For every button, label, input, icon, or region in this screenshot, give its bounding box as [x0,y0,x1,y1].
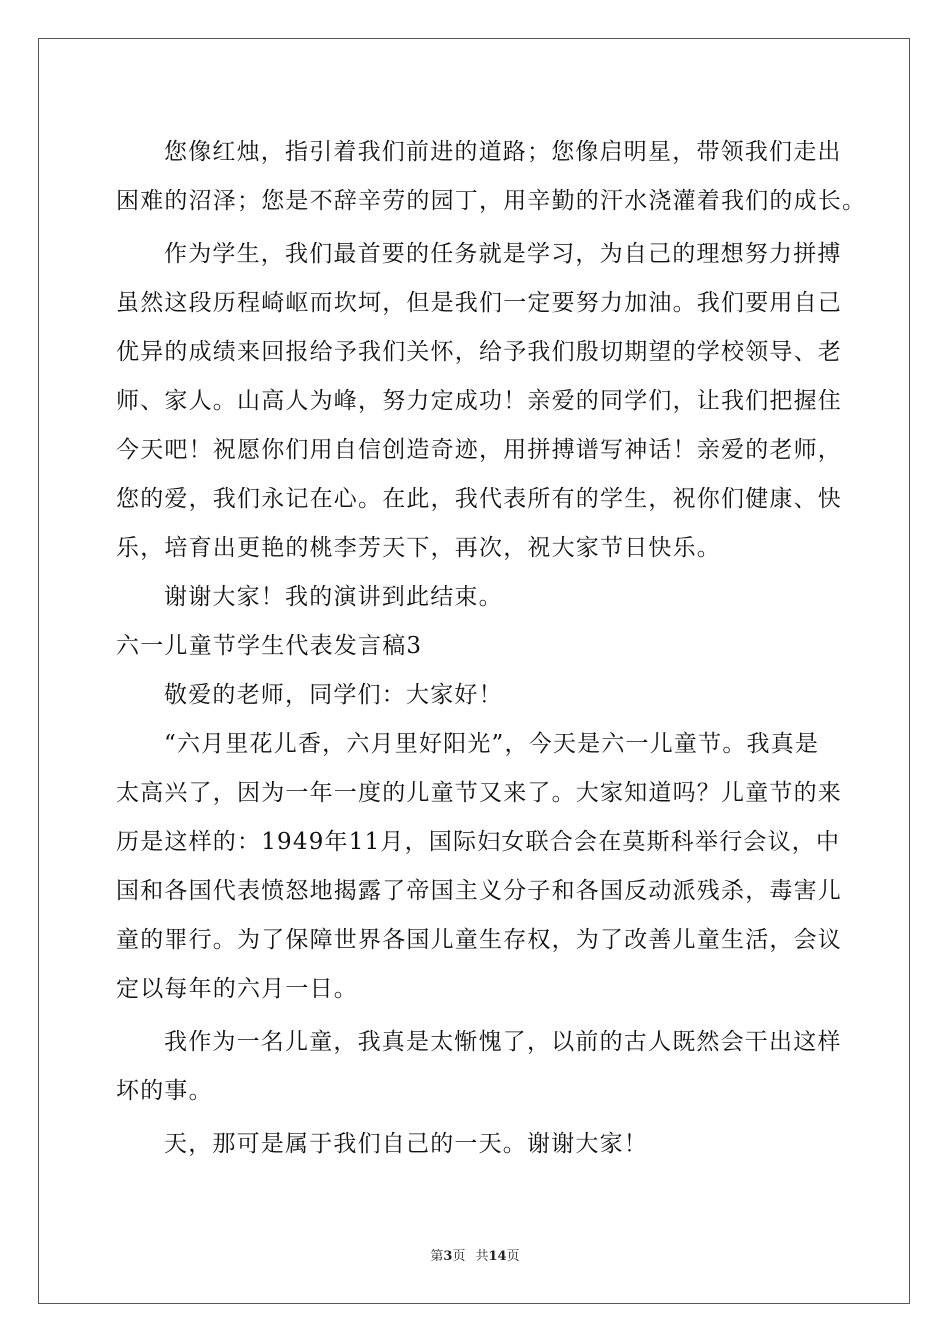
text-line: 定以每年的六月一日。 [116,976,358,1002]
text-line: 您的爱，我们永记在心。在此，我代表所有的学生，祝你们健康、快 [116,486,842,512]
text-line: 谢谢大家！我的演讲到此结束。 [164,584,503,610]
text-line: “六月里花儿香，六月里好阳光”，今天是六一儿童节。我真是 [164,731,820,757]
text-line: 敬爱的老师，同学们：大家好！ [164,682,503,708]
document-body [116,128,867,1169]
page-number: 3 [443,1249,453,1264]
text-line: 您像红烛，指引着我们前进的道路；您像启明星，带领我们走出 [164,139,842,165]
page-prefix: 第 [430,1249,444,1264]
text-line: 乐，培育出更艳的桃李芳天下，再次，祝大家节日快乐。 [116,535,721,561]
text-line: 师、家人。山高人为峰，努力定成功！亲爱的同学们，让我们把握住 [116,388,842,414]
text-line: 坏的事。 [116,1078,213,1104]
section-heading: 六一儿童节学生代表发言稿3 [116,633,423,659]
text-line: 历是这样的：1949年11月，国际妇女联合会在莫斯科举行会议，中 [116,829,841,855]
text-line: 太高兴了，因为一年一度的儿童节又来了。大家知道吗？儿童节的来 [116,780,842,806]
text-line: 天，那可是属于我们自己的一天。谢谢大家！ [164,1131,648,1157]
text-line: 今天吧！祝愿你们用自信创造奇迹，用拼搏谱写神话！亲爱的老师， [116,437,842,463]
page-footer [0,1245,950,1264]
total-pages: 14 [488,1249,507,1264]
text-line: 优异的成绩来回报给予我们关怀，给予我们殷切期望的学校领导、老 [116,339,842,365]
text-line: 困难的沼泽；您是不辞辛劳的园丁，用辛勤的汗水浇灌着我们的成长。 [116,188,867,214]
text-line: 童的罪行。为了保障世界各国儿童生存权，为了改善儿童生活，会议 [116,927,842,953]
total-prefix: 共 [475,1249,489,1264]
text-line: 虽然这段历程崎岖而坎坷，但是我们一定要努力加油。我们要用自己 [116,290,842,316]
text-line: 作为学生，我们最首要的任务就是学习，为自己的理想努力拼搏 [164,241,842,267]
page-suffix: 页 [452,1249,466,1264]
text-line: 国和各国代表愤怒地揭露了帝国主义分子和各国反动派残杀，毒害儿 [116,878,842,904]
total-suffix: 页 [506,1249,520,1264]
text-line: 我作为一名儿童，我真是太惭愧了，以前的古人既然会干出这样 [164,1029,842,1055]
